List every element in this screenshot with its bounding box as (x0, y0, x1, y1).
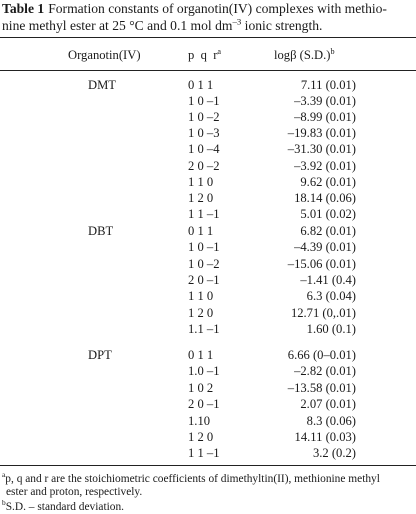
header-pqr-text: p q r (188, 48, 218, 62)
pqr-cell: 0 1 1 (188, 78, 214, 92)
pqr-cell: 1 1 –1 (188, 446, 220, 461)
bottom-rule (0, 465, 416, 466)
table-row (0, 257, 416, 272)
pqr-cell: 0 1 1 (188, 348, 214, 362)
pqr-cell: 1 0 2 (188, 380, 214, 395)
pqr-cell: 1 1 –1 (188, 206, 220, 221)
pqr-cell: 1.1 –1 (188, 321, 220, 336)
pqr-cell: 1 0 –2 (188, 110, 220, 125)
pqr-cell: 1.0 –1 (188, 364, 220, 379)
pqr-cell: 1 0 –3 (188, 126, 220, 141)
logbeta-cell: 6.82 (0.01) (300, 224, 356, 238)
table-row (0, 289, 416, 304)
logbeta-cell: 6.66 (0–0.01) (287, 348, 356, 362)
pqr-cell: 2 0 –1 (188, 397, 220, 412)
pqr-cell: 1 2 0 (188, 430, 214, 444)
top-rule (0, 37, 416, 38)
logbeta-cell: 8.3 (0.06) (306, 413, 356, 428)
header-logbeta-footnote-mark: b (330, 46, 335, 56)
table-row (0, 110, 416, 125)
table-row (0, 191, 416, 206)
organotin-cell: DPT (88, 348, 112, 362)
pqr-cell: 1 1 0 (188, 289, 214, 304)
header-pqr (188, 48, 221, 63)
logbeta-cell: 7.11 (0.01) (300, 78, 356, 92)
pqr-cell: 2 0 –2 (188, 158, 220, 173)
table-label: Table 1 (2, 1, 45, 16)
pqr-cell: 1 0 –1 (188, 94, 220, 109)
organotin-cell: DBT (88, 224, 114, 238)
logbeta-cell: –4.39 (0.01) (294, 240, 356, 255)
pqr-cell: 2 0 –1 (188, 272, 220, 287)
footnote-a-line-1 (2, 470, 414, 486)
footnote-a-text-1: p, q and r are the stoichiometric coefficients of dimethyltin(II), methionine methyl (5, 473, 380, 485)
footnote-a (2, 470, 414, 499)
pqr-cell: 1 0 –1 (188, 240, 220, 255)
table-row (0, 348, 416, 363)
logbeta-cell: –8.99 (0.01) (294, 110, 356, 125)
table-row (0, 381, 416, 396)
table-row (0, 414, 416, 429)
table-row (0, 126, 416, 141)
pqr-cell: 1 0 –4 (188, 142, 220, 157)
logbeta-cell: –31.30 (0.01) (287, 142, 356, 157)
header-organotin (68, 48, 141, 63)
organotin-cell: DMT (88, 78, 116, 92)
header-logbeta-text: logβ (S.D.) (274, 48, 331, 62)
logbeta-cell: 6.3 (0.04) (306, 289, 356, 304)
logbeta-cell: 18.14 (0.06) (294, 190, 356, 205)
table-caption (2, 0, 414, 34)
table-row (0, 142, 416, 157)
header-rule (0, 70, 416, 71)
logbeta-cell: –19.83 (0.01) (287, 126, 356, 141)
logbeta-cell: 12.71 (0,.01) (290, 305, 356, 320)
table-row (0, 364, 416, 379)
footnote-b-text: S.D. – standard deviation. (5, 501, 125, 513)
table-row (0, 94, 416, 109)
logbeta-cell: –15.06 (0.01) (287, 256, 356, 271)
logbeta-cell: 1.60 (0.1) (306, 321, 356, 336)
footnote-a-text-2: ester and proton, respectively. (6, 486, 143, 498)
pqr-cell: 1.10 (188, 413, 211, 428)
footnote-b (2, 498, 414, 514)
logbeta-cell: –3.39 (0.01) (294, 94, 356, 109)
caption-exponent: –3 (232, 16, 242, 27)
pqr-cell: 1 2 0 (188, 190, 214, 205)
table-row (0, 430, 416, 445)
table-row (0, 397, 416, 412)
table-row (0, 306, 416, 321)
logbeta-cell: 5.01 (0.02) (300, 206, 356, 221)
logbeta-cell: 3.2 (0.2) (312, 446, 356, 461)
caption-text-2a: nine methyl ester at 25 °C and 0.1 mol dm (2, 18, 233, 33)
footnote-a-mark: a (2, 470, 6, 480)
header-logbeta (274, 48, 335, 63)
table-row (0, 224, 416, 239)
footnote-a-line-2 (2, 486, 414, 499)
table-row (0, 175, 416, 190)
logbeta-cell: –1.41 (0.4) (300, 272, 356, 287)
pqr-cell: 0 1 1 (188, 224, 214, 238)
table-row (0, 207, 416, 222)
caption-line-1 (2, 0, 414, 17)
table-row (0, 446, 416, 461)
logbeta-cell: –13.58 (0.01) (287, 380, 356, 395)
header-organotin-text: Organotin(IV) (68, 48, 141, 62)
header-pqr-footnote-mark: a (217, 46, 222, 56)
logbeta-cell: 9.62 (0.01) (300, 174, 356, 189)
logbeta-cell: –3.92 (0.01) (294, 158, 356, 173)
footnote-b-mark: b (2, 498, 6, 508)
logbeta-cell: –2.82 (0.01) (294, 364, 356, 379)
pqr-cell: 1 2 0 (188, 305, 214, 320)
logbeta-cell: 2.07 (0.01) (300, 397, 356, 412)
logbeta-cell: 14.11 (0.03) (294, 430, 356, 444)
table-row (0, 322, 416, 337)
table-row (0, 240, 416, 255)
table-row (0, 273, 416, 288)
table-row (0, 78, 416, 93)
caption-text-1: Formation constants of organotin(IV) complexes with methio- (48, 1, 387, 16)
pqr-cell: 1 0 –2 (188, 256, 220, 271)
caption-line-2 (2, 17, 414, 34)
table-row (0, 159, 416, 174)
caption-text-2b: ionic strength. (241, 18, 323, 33)
pqr-cell: 1 1 0 (188, 174, 214, 189)
